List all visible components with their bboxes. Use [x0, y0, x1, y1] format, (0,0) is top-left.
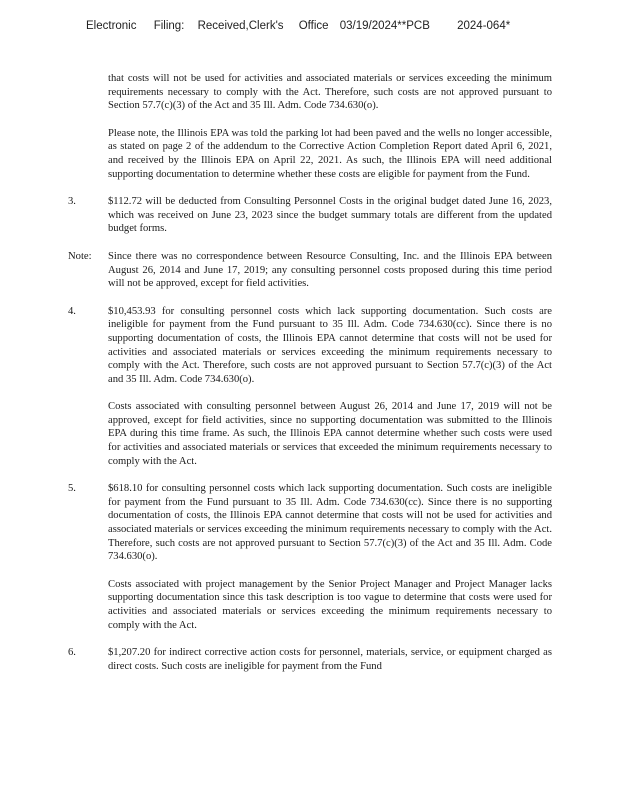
- item-number: 6.: [68, 647, 76, 659]
- header-electronic: Electronic: [86, 20, 137, 32]
- item-paragraph: Costs associated with consulting personnel between August 26, 2014 and June 17, 2019 will not be approved, except for field activities, since no supporting documentation was submitted to the Illinois EPA during this time frame. As such, the Illinois EPA cannot determine whether such costs were used for activities and associated materials or services that exceeded the minimum requirements necessary to comply with the Act.: [108, 401, 552, 467]
- item-number: Note:: [68, 250, 92, 262]
- item-paragraph: $1,207.20 for indirect corrective action costs for personnel, materials, service, or equipment charged as direct costs. Such costs are ineligible for payment from the Fund: [108, 647, 552, 672]
- item-paragraph: Since there was no correspondence between Resource Consulting, Inc. and the Illinois EPA between August 26, 2014 and June 17, 2019; any consulting personnel costs proposed during this time period will not be approved, except for field activities.: [108, 250, 552, 290]
- list-item-4: [68, 305, 552, 469]
- item-paragraph: $112.72 will be deducted from Consulting Personnel Costs in the original budget dated June 16, 2023, which was received on June 23, 2023 since the budget summary totals are different from the updated budget forms.: [108, 196, 552, 235]
- list-item-5: [68, 482, 552, 632]
- note-paragraph: Please note, the Illinois EPA was told the parking lot had been paved and the wells no longer accessible, as stated on page 2 of the addendum to the Corrective Action Completion Report dated April 6, 2021, and received by the Illinois EPA on April 22, 2021. As such, the Illinois EPA will need additional supporting documentation to determine whether these costs are eligible for payment from the Fund.: [108, 127, 552, 180]
- continued-section: [68, 72, 552, 181]
- list-item-note: [68, 250, 552, 291]
- filing-stamp-header: [86, 20, 510, 32]
- item-number: 5.: [68, 483, 76, 495]
- list-item-3: [68, 195, 552, 236]
- item-paragraph: $618.10 for consulting personnel costs which lack supporting documentation. Such costs are ineligible for payment from the Fund pursuant to 35 Ill. Adm. Code 734.630(cc). Since there is no supporting documentation of costs, the Illinois EPA cannot determine that costs will not be used for activities and associated materials or services exceeding the minimum requirements necessary to comply with the Act. Therefore, such costs are not approved pursuant to Section 57.7(c)(3) of the Act and 35 Ill. Adm. Code 734.630(o).: [108, 483, 552, 563]
- document-body: [68, 72, 552, 687]
- continued-paragraph: that costs will not be used for activities and associated materials or services exceeding the minimum requirements necessary to comply with the Act. Therefore, such costs are not approved pursuant to Section 57.7(c)(3) of the Act and 35 Ill. Adm. Code 734.630(o).: [108, 73, 552, 112]
- item-paragraph: Costs associated with project management by the Senior Project Manager and Project Manager lacks supporting documentation since this task description is too vague to determine that costs were used for activities and associated materials or services exceeding the minimum requirements necessary to comply with the Act.: [108, 578, 552, 631]
- header-date: 03/19/2024**PCB: [339, 20, 430, 32]
- header-filing: Filing:: [153, 20, 185, 32]
- item-number: 3.: [68, 196, 76, 208]
- header-office: Office: [298, 20, 329, 32]
- header-case-number: 2024-064*: [457, 20, 511, 32]
- list-item-6: [68, 646, 552, 673]
- item-number: 4.: [68, 305, 76, 317]
- header-received: Received,Clerk's: [197, 20, 284, 32]
- item-paragraph: $10,453.93 for consulting personnel costs which lack supporting documentation. Such costs are ineligible for payment from the Fund pursuant to 35 Ill. Adm. Code 734.630(cc). Since there is no supporting documentation of costs, the Illinois EPA cannot determine that costs will not be used for activities and associated materials or services exceeding the minimum requirements necessary to comply with the Act. Therefore, such costs are not approved pursuant to Section 57.7(c)(3) of the Act and 35 Ill. Adm. Code 734.630(o).: [108, 305, 552, 385]
